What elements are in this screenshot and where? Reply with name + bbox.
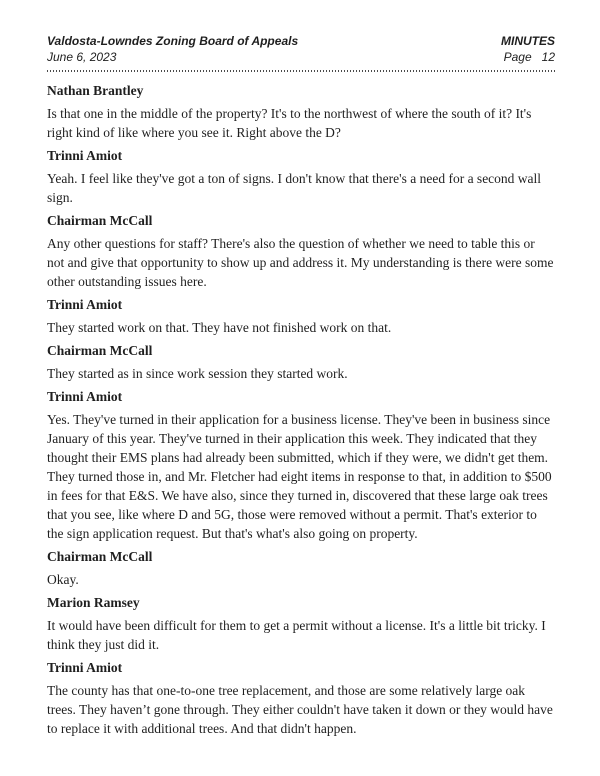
transcript [47, 81, 555, 738]
page-indicator [501, 49, 555, 65]
transcript-entry [47, 387, 555, 543]
transcript-entry [47, 295, 555, 337]
document-title: Valdosta-Lowndes Zoning Board of Appeals [47, 34, 299, 48]
dotted-divider [47, 70, 555, 72]
speech-paragraph: The county has that one-to-one tree replacement, and those are some relatively large oak trees. They haven’t gone through. They either couldn't have taken it down or they would have to replace it with additional trees. And that didn't happen. [47, 683, 553, 736]
speech-paragraph: Yes. They've turned in their application for a business license. They've been in business since January of this year. They've turned in their application this week. They indicated that they thought their EMS plans had already been submitted, which if they were, we didn't get them. They turned those in, and Mr. Fletcher had eight items in response to that, in addition to $500 in fees for that E&S. We have also, since they turned in, discovered that these large oak trees that you see, like where D and 5G, those were removed without a permit. That's exterior to the sign application request. But that's what's also going on property. [47, 412, 552, 541]
transcript-entry [47, 81, 555, 142]
header-right [501, 33, 555, 65]
page-label: Page [503, 50, 532, 64]
transcript-entry [47, 593, 555, 654]
speaker-name: Trinni Amiot [47, 660, 123, 675]
transcript-entry [47, 211, 555, 291]
speaker-name: Trinni Amiot [47, 148, 123, 163]
header-left [47, 33, 298, 65]
transcript-entry [47, 547, 555, 589]
speaker-name: Nathan Brantley [47, 83, 144, 98]
speaker-name: Chairman McCall [47, 549, 153, 564]
transcript-entry [47, 341, 555, 383]
speech-paragraph: Okay. [47, 572, 79, 587]
document-date: June 6, 2023 [47, 50, 117, 64]
speech-paragraph: It would have been difficult for them to get a permit without a license. It's a little bit tricky. I think they just did it. [47, 618, 546, 652]
speech-paragraph: Is that one in the middle of the property? It's to the northwest of where the south of it? It's right kind of like where you see it. Right above the D? [47, 106, 532, 140]
speech-paragraph: They started as in since work session they started work. [47, 366, 348, 381]
speaker-name: Trinni Amiot [47, 389, 123, 404]
speaker-name: Chairman McCall [47, 343, 153, 358]
speaker-name: Marion Ramsey [47, 595, 140, 610]
speech-paragraph: Yeah. I feel like they've got a ton of signs. I don't know that there's a need for a second wall sign. [47, 171, 542, 205]
doc-type-label: MINUTES [501, 34, 555, 48]
speech-paragraph: They started work on that. They have not finished work on that. [47, 320, 392, 335]
page-number: 12 [541, 50, 555, 64]
transcript-entry [47, 146, 555, 207]
speaker-name: Trinni Amiot [47, 297, 123, 312]
speaker-name: Chairman McCall [47, 213, 153, 228]
document-header [47, 33, 555, 65]
transcript-entry [47, 658, 555, 738]
speech-paragraph: Any other questions for staff? There's also the question of whether we need to table this or not and give that opportunity to show up and address it. My understanding is there were some other outstanding issues here. [47, 236, 554, 289]
